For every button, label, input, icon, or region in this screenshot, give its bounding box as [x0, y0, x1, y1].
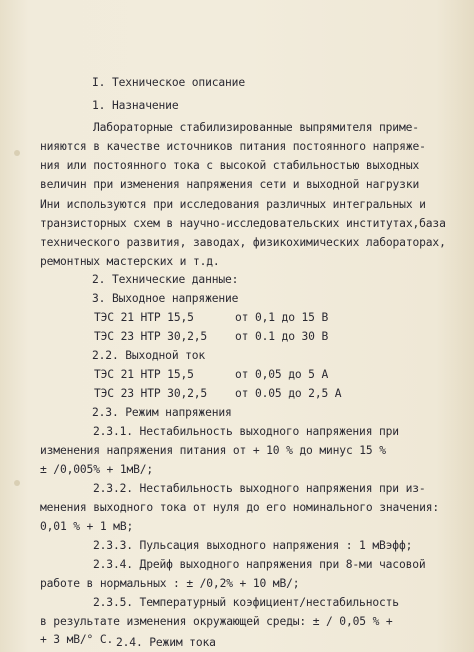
- voltage-model: ТЭС 21 НТР 15,5: [94, 311, 194, 324]
- purpose-line: нияются в качестве источников питания постоянного напряже-: [40, 140, 426, 153]
- paragraph-2-3-1: изменения напряжения питания от + 10 % до минус 15 %: [40, 444, 386, 457]
- voltage-range: от 0.1 до 30 В: [235, 330, 329, 343]
- paragraph-2-3-2: 2.3.2. Нестабильность выходного напряжения при из-: [93, 482, 426, 495]
- paragraph-2-3-5: + 3 мВ/° С.: [40, 633, 114, 646]
- current-model: ТЭС 21 НТР 15,5: [94, 368, 194, 381]
- current-heading: 2.2. Выходной ток: [92, 349, 206, 362]
- paragraph-2-3-4: 2.3.4. Дрейф выходного напряжения при 8-ми часовой: [93, 558, 426, 571]
- punch-hole: [14, 150, 20, 156]
- current-mode-heading: 2.4. Режим тока: [116, 636, 216, 649]
- voltage-heading: 3. Выходное напряжение: [92, 292, 239, 305]
- current-range: от 0.05 до 2,5 А: [235, 387, 342, 400]
- purpose-line: ремонтных мастерских и т.д.: [40, 255, 220, 268]
- purpose-heading: 1. Назначение: [92, 99, 179, 112]
- purpose-line: транзисторных схем в научно-исследовательских институтах,база: [40, 217, 446, 230]
- paragraph-2-3-1: 2.3.1. Нестабильность выходного напряжения при: [93, 425, 399, 438]
- purpose-line: Ини используются при исследования различных интегральных и: [40, 198, 426, 211]
- voltage-range: от 0,1 до 15 В: [235, 311, 329, 324]
- paragraph-2-3-2: менения выходного тока от нуля до его номинального значения:: [40, 501, 440, 514]
- current-model: ТЭС 23 НТР 30,2,5: [94, 387, 208, 400]
- purpose-line: ния или постоянного тока с высокой стабильностью выходных: [40, 159, 420, 172]
- paragraph-2-3-2: 0,01 % + 1 мВ;: [40, 520, 134, 533]
- voltage-model: ТЭС 23 НТР 30,2,5: [94, 330, 208, 343]
- section-heading: I. Техническое описание: [92, 76, 245, 89]
- purpose-line: величин при изменения напряжения сети и выходной нагрузки: [40, 178, 420, 191]
- paragraph-2-3-1: ± /0,005% + 1мВ/;: [40, 463, 154, 476]
- specs-heading: 2. Технические данные:: [92, 273, 239, 286]
- paragraph-2-3-3: 2.3.3. Пульсация выходного напряжения : 1 мВэфф;: [93, 539, 413, 552]
- mode-heading: 2.3. Режим напряжения: [92, 406, 232, 419]
- paragraph-2-3-5: 2.3.5. Температурный коэфициент/нестабильность: [93, 596, 399, 609]
- current-range: от 0,05 до 5 А: [235, 368, 329, 381]
- purpose-line: Лабораторные стабилизированные выпрямителя приме-: [93, 121, 419, 134]
- purpose-line: технического развития, заводах, физикохимических лабораторах,: [40, 236, 446, 249]
- paragraph-2-3-4: работе в нормальных : ± /0,2% + 10 мВ/;: [40, 577, 300, 590]
- punch-hole: [14, 480, 20, 486]
- paragraph-2-3-5: в результате изменения окружающей среды: ± / 0,05 % +: [40, 615, 393, 628]
